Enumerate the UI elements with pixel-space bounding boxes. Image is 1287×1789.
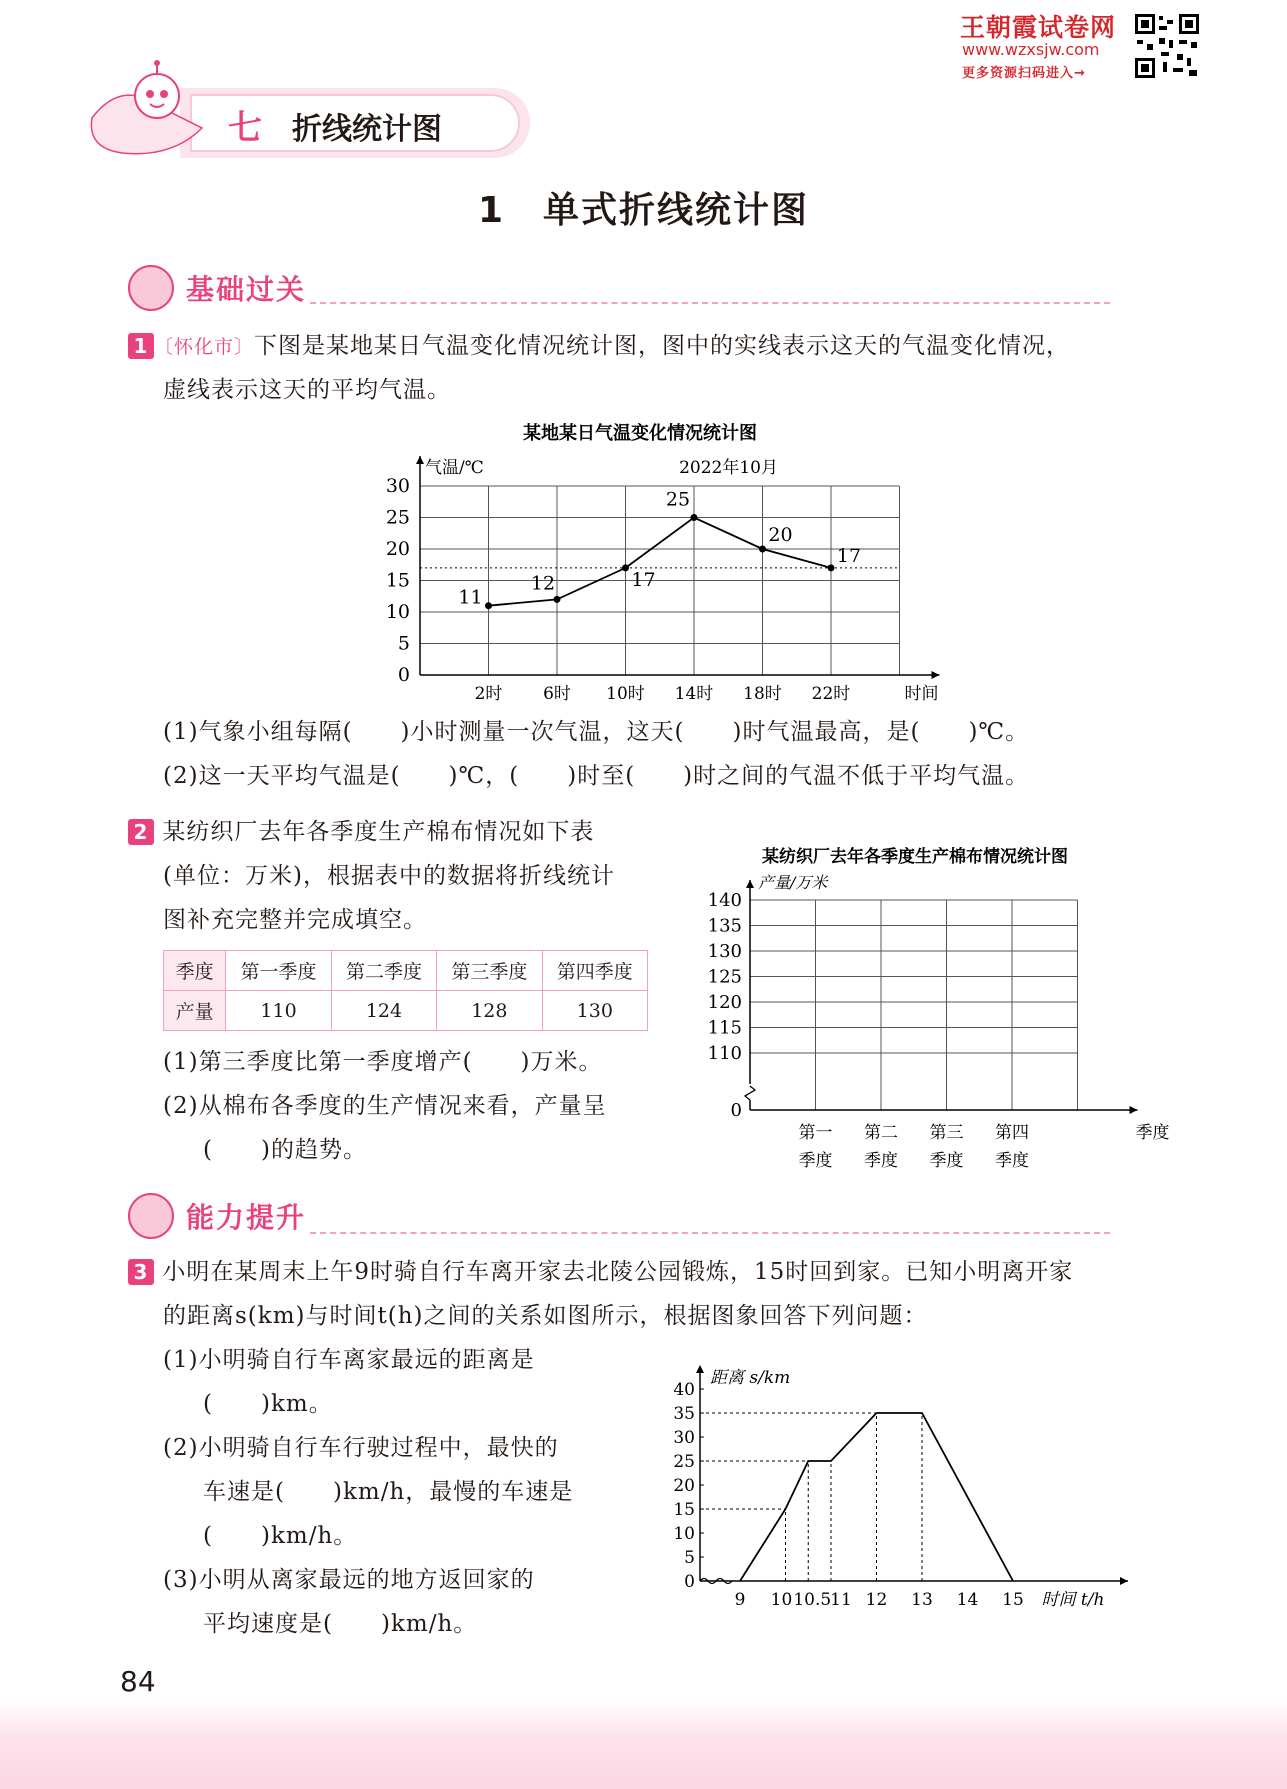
y-tick-label: 15 (385, 569, 410, 592)
x-tick-label: 季度 (864, 1151, 898, 1171)
q2-sub2b: ( )的趋势。 (203, 1137, 367, 1163)
y-tick-label: 115 (707, 1017, 742, 1039)
production-table (163, 950, 648, 1031)
data-point (622, 564, 629, 571)
q2-text-1: 某纺织厂去年各季度生产棉布情况如下表 (162, 819, 595, 845)
table-header-cell: 第二季度 (331, 951, 436, 991)
y-tick-label: 35 (673, 1404, 695, 1424)
x-tick-label: 11 (830, 1590, 852, 1610)
data-point (828, 564, 835, 571)
y-tick-label: 140 (707, 890, 742, 911)
table-cell: 124 (331, 991, 436, 1031)
y-axis-arrow (746, 880, 754, 888)
q3-sub2b: 车速是( )km/h，最慢的车速是 (203, 1479, 574, 1505)
x-tick-label: 10 (770, 1590, 793, 1610)
q1-text-1: 下图是某地某日气温变化情况统计图，图中的实线表示这天的气温变化情况， (254, 333, 1071, 359)
x-tick-label: 2时 (474, 684, 503, 704)
q1-source-tag: 〔怀化市〕 (154, 336, 255, 358)
x-tick-label: 14时 (674, 684, 714, 704)
y-tick-label: 15 (673, 1500, 695, 1520)
data-point (485, 602, 492, 609)
y-tick-label: 125 (707, 966, 742, 988)
data-label: 12 (530, 572, 556, 595)
table-row (164, 991, 648, 1031)
y-tick-label: 120 (707, 992, 742, 1013)
q3-line1 (128, 1250, 1073, 1294)
x-axis-arrow (1130, 1106, 1138, 1114)
y-axis-label: 距离 s/km (710, 1368, 791, 1388)
data-point (691, 514, 698, 521)
y-tick-label: 0 (684, 1572, 695, 1592)
x-axis-label: 时间 (904, 684, 939, 704)
q3-sub1a: (1)小明骑自行车离家最远的距离是 (163, 1347, 535, 1373)
table-cell: 130 (542, 991, 647, 1031)
table-cell: 110 (226, 991, 331, 1031)
data-label: 11 (458, 586, 483, 609)
chapter-number: 七 (228, 108, 262, 148)
q1-number: 1 (128, 333, 154, 359)
chart-title: 某地某日气温变化情况统计图 (523, 423, 757, 444)
q2-sub2a: (2)从棉布各季度的生产情况来看，产量呈 (163, 1093, 607, 1119)
q3-sub3b: 平均速度是( )km/h。 (203, 1611, 478, 1637)
page-number: 84 (120, 1665, 156, 1698)
q3-text-1: 小明在某周末上午9时骑自行车离开家去北陵公园锻炼，15时回到家。已知小明离开家 (162, 1259, 1074, 1285)
y-tick-label: 25 (673, 1452, 695, 1472)
q2-line1 (128, 810, 594, 854)
x-tick-label: 10时 (606, 684, 645, 704)
x-tick-label: 10.5 (793, 1590, 832, 1610)
y-tick-label: 40 (673, 1380, 695, 1400)
y-tick-label: 20 (385, 538, 410, 560)
table-header-cell: 第三季度 (437, 951, 542, 991)
y-tick-label: 0 (730, 1100, 742, 1121)
y-axis-label: 气温/℃ (425, 458, 484, 478)
section-divider (310, 302, 1110, 304)
y-tick-label: 10 (673, 1524, 695, 1544)
x-tick-label: 22时 (811, 684, 851, 704)
data-label: 17 (631, 568, 656, 591)
data-point (554, 596, 561, 603)
x-tick-label: 12 (865, 1590, 888, 1610)
y-tick-label: 25 (385, 506, 410, 529)
table-header-cell: 第一季度 (226, 951, 331, 991)
y-tick-label: 30 (673, 1428, 695, 1448)
x-tick-label: 第二 (864, 1123, 898, 1143)
table-cell: 128 (437, 991, 542, 1031)
table-header-cell: 季度 (164, 951, 226, 991)
y-tick-label: 135 (707, 915, 742, 937)
y-tick-label: 30 (385, 475, 410, 497)
y-axis-arrow (416, 456, 424, 464)
q3-sub3a: (3)小明从离家最远的地方返回家的 (163, 1567, 535, 1593)
y-tick-label: 5 (684, 1548, 695, 1568)
section-divider (310, 1232, 1110, 1234)
q2-text-2: (单位：万米)，根据表中的数据将折线统计 (163, 863, 615, 889)
q3-text-2: 的距离s(km)与时间t(h)之间的关系如图所示，根据图象回答下列问题： (163, 1303, 928, 1329)
y-tick-label: 0 (397, 664, 410, 686)
data-label: 17 (836, 544, 862, 567)
x-tick-label: 18时 (743, 684, 782, 704)
brand-title: 王朝霞试卷网 (960, 13, 1117, 42)
footer-band (0, 1700, 1287, 1789)
distance-time-chart (655, 1355, 1135, 1625)
q1-sub2: (2)这一天平均气温是( )℃，( )时至( )时之间的气温不低于平均气温。 (163, 763, 1030, 789)
brand-url[interactable]: www.wzxsjw.com (962, 40, 1100, 59)
q2-sub1: (1)第三季度比第一季度增产( )万米。 (163, 1049, 603, 1075)
cotton-production-chart (700, 840, 1170, 1171)
q2-number: 2 (128, 819, 154, 845)
table-header-cell: 第四季度 (542, 951, 647, 991)
y-axis-label: 产量/万米 (758, 873, 828, 892)
table-header-row (164, 951, 648, 991)
q3-sub2a: (2)小明骑自行车行驶过程中，最快的 (163, 1435, 559, 1461)
q2-text-3: 图补充完整并完成填空。 (163, 907, 427, 933)
brand-scan-hint: 更多资源扫码进入→ (962, 66, 1086, 81)
data-label: 25 (665, 488, 691, 511)
section-advanced-title: 能力提升 (186, 1201, 307, 1234)
q1-sub1: (1)气象小组每隔( )小时测量一次气温，这天( )时气温最高，是( )℃。 (163, 719, 1030, 745)
x-tick-label: 第一 (798, 1123, 833, 1143)
data-label: 20 (768, 524, 793, 546)
x-axis-arrow (1120, 1577, 1128, 1585)
girl-avatar-icon (128, 1193, 174, 1239)
chart-subtitle: 2022年10月 (679, 458, 778, 478)
x-tick-label: 15 (1002, 1590, 1024, 1610)
q3-number: 3 (128, 1259, 154, 1285)
x-tick-label: 季度 (929, 1151, 964, 1171)
x-axis-label: 时间 t/h (1041, 1590, 1105, 1610)
y-tick-label: 20 (673, 1476, 695, 1496)
table-row-label: 产量 (164, 991, 226, 1031)
x-tick-label: 季度 (798, 1151, 833, 1171)
qr-code-icon[interactable] (1133, 12, 1201, 80)
x-axis-label: 季度 (1135, 1123, 1170, 1143)
data-point (759, 546, 766, 553)
q3-sub1b: ( )km。 (203, 1391, 333, 1417)
q3-sub2c: ( )km/h。 (203, 1523, 358, 1549)
x-tick-label: 13 (911, 1590, 933, 1610)
x-tick-label: 第四 (995, 1123, 1029, 1143)
lesson-title: 1 单式折线统计图 (477, 190, 810, 231)
axis-break-icon (745, 1086, 755, 1100)
y-tick-label: 130 (707, 941, 742, 962)
chapter-title: 折线统计图 (292, 112, 442, 147)
y-axis-arrow (696, 1365, 704, 1373)
x-tick-label: 季度 (995, 1151, 1029, 1171)
girl-avatar-icon (128, 265, 174, 311)
y-tick-label: 110 (707, 1043, 742, 1064)
section-basic-title: 基础过关 (186, 273, 307, 306)
chart-title: 某纺织厂去年各季度生产棉布情况统计图 (762, 847, 1068, 867)
temperature-chart (370, 415, 950, 715)
x-tick-label: 第三 (929, 1123, 964, 1143)
x-tick-label: 6时 (543, 684, 571, 704)
y-tick-label: 10 (385, 601, 410, 623)
x-axis-arrow (932, 671, 940, 679)
q1-line1 (128, 324, 1070, 369)
x-tick-label: 14 (956, 1590, 979, 1610)
y-tick-label: 5 (397, 632, 410, 655)
x-tick-label: 9 (734, 1590, 746, 1610)
robot-mascot-icon (82, 58, 212, 158)
q1-text-2: 虚线表示这天的平均气温。 (163, 377, 451, 403)
